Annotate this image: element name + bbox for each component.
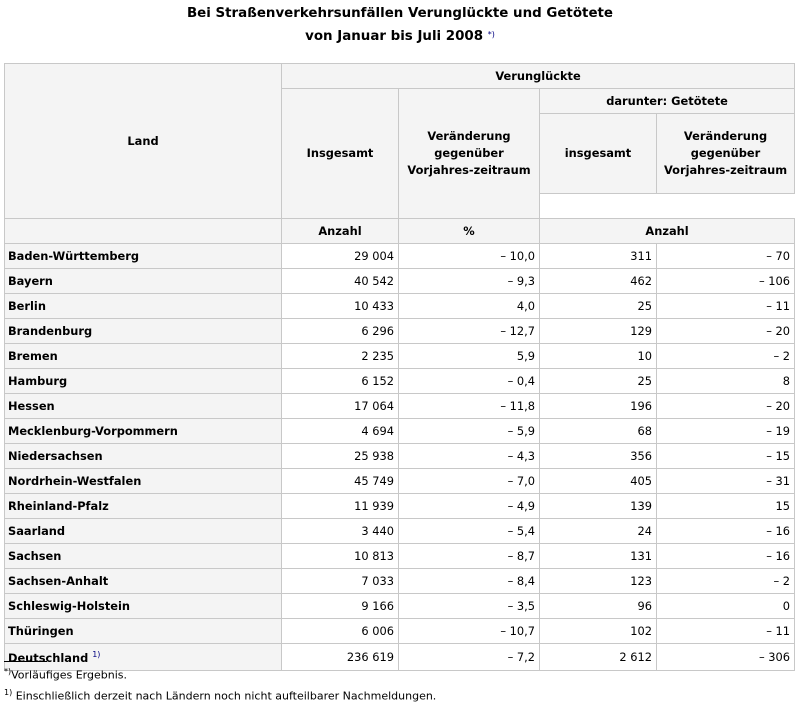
cell-insgesamt: 17 064: [282, 394, 399, 419]
cell-insgesamt: 25 938: [282, 444, 399, 469]
cell-insgesamt: 4 694: [282, 419, 399, 444]
cell-land: Brandenburg: [5, 319, 282, 344]
table-row: [5, 294, 795, 319]
cell-veraenderung: – 11,8: [399, 394, 540, 419]
table-row: [5, 244, 795, 269]
cell-land: Berlin: [5, 294, 282, 319]
cell-insgesamt: 3 440: [282, 519, 399, 544]
cell-veraenderung: – 12,7: [399, 319, 540, 344]
cell-veraenderung: 4,0: [399, 294, 540, 319]
total-cell-getoetete-veraenderung: – 306: [657, 644, 795, 671]
table-row: [5, 319, 795, 344]
cell-land: Nordrhein-Westfalen: [5, 469, 282, 494]
table-row: [5, 544, 795, 569]
table-row: [5, 269, 795, 294]
cell-land: Schleswig-Holstein: [5, 594, 282, 619]
cell-getoetete: 68: [540, 419, 657, 444]
footnote-2: [4, 688, 436, 703]
cell-getoetete: 96: [540, 594, 657, 619]
cell-land: Mecklenburg-Vorpommern: [5, 419, 282, 444]
cell-getoetete: 25: [540, 369, 657, 394]
header-insgesamt: Insgesamt: [282, 89, 399, 219]
cell-insgesamt: 2 235: [282, 344, 399, 369]
cell-getoetete: 129: [540, 319, 657, 344]
cell-land: Hamburg: [5, 369, 282, 394]
cell-getoetete: 10: [540, 344, 657, 369]
cell-veraenderung: – 8,7: [399, 544, 540, 569]
cell-getoetete: 25: [540, 294, 657, 319]
cell-veraenderung: – 10,7: [399, 619, 540, 644]
cell-veraenderung: – 10,0: [399, 244, 540, 269]
title-line-1: Bei Straßenverkehrsunfällen Verunglückte und Getötete: [186, 6, 614, 21]
cell-getoetete-veraenderung: – 11: [657, 619, 795, 644]
cell-getoetete: 311: [540, 244, 657, 269]
cell-getoetete-veraenderung: 8: [657, 369, 795, 394]
cell-insgesamt: 10 813: [282, 544, 399, 569]
cell-insgesamt: 7 033: [282, 569, 399, 594]
table-row: [5, 344, 795, 369]
cell-insgesamt: 45 749: [282, 469, 399, 494]
cell-getoetete-veraenderung: 0: [657, 594, 795, 619]
cell-land: Niedersachsen: [5, 444, 282, 469]
header-land: Land: [5, 64, 282, 219]
cell-getoetete-veraenderung: – 20: [657, 394, 795, 419]
footnote-1-marker: *): [4, 667, 12, 676]
cell-getoetete-veraenderung: – 2: [657, 569, 795, 594]
unit-empty: [5, 219, 282, 244]
cell-veraenderung: – 5,4: [399, 519, 540, 544]
cell-veraenderung: – 7,0: [399, 469, 540, 494]
total-cell-insgesamt: 236 619: [282, 644, 399, 671]
cell-veraenderung: – 9,3: [399, 269, 540, 294]
cell-insgesamt: 11 939: [282, 494, 399, 519]
cell-land: Saarland: [5, 519, 282, 544]
cell-getoetete: 131: [540, 544, 657, 569]
unit-anzahl-getoetete: Anzahl: [540, 219, 795, 244]
table-row: [5, 419, 795, 444]
cell-insgesamt: 29 004: [282, 244, 399, 269]
header-getoetete-insgesamt: insgesamt: [540, 114, 657, 194]
cell-insgesamt: 10 433: [282, 294, 399, 319]
cell-insgesamt: 6 006: [282, 619, 399, 644]
unit-anzahl: Anzahl: [282, 219, 399, 244]
cell-land: Hessen: [5, 394, 282, 419]
cell-getoetete-veraenderung: – 15: [657, 444, 795, 469]
table-row: [5, 519, 795, 544]
page-title: [0, 2, 800, 48]
cell-getoetete-veraenderung: – 2: [657, 344, 795, 369]
cell-land: Rheinland-Pfalz: [5, 494, 282, 519]
cell-getoetete: 102: [540, 619, 657, 644]
cell-getoetete-veraenderung: – 16: [657, 544, 795, 569]
cell-getoetete: 196: [540, 394, 657, 419]
table-body: [5, 244, 795, 671]
cell-land: Baden-Württemberg: [5, 244, 282, 269]
title-line-2-text: von Januar bis Juli 2008: [305, 29, 484, 44]
cell-land: Sachsen-Anhalt: [5, 569, 282, 594]
cell-getoetete-veraenderung: – 16: [657, 519, 795, 544]
cell-getoetete: 356: [540, 444, 657, 469]
cell-getoetete-veraenderung: – 19: [657, 419, 795, 444]
cell-veraenderung: – 4,3: [399, 444, 540, 469]
cell-veraenderung: – 0,4: [399, 369, 540, 394]
cell-land: Bayern: [5, 269, 282, 294]
table-row: [5, 469, 795, 494]
cell-getoetete: 405: [540, 469, 657, 494]
table-row: [5, 594, 795, 619]
cell-getoetete: 123: [540, 569, 657, 594]
cell-getoetete-veraenderung: – 106: [657, 269, 795, 294]
cell-land: Thüringen: [5, 619, 282, 644]
table-row: [5, 369, 795, 394]
title-line-2: [0, 25, 800, 48]
header-darunter-getoetete: darunter: Getötete: [540, 89, 795, 114]
footnote-1-text: Vorläufiges Ergebnis.: [11, 668, 127, 682]
cell-insgesamt: 6 152: [282, 369, 399, 394]
footnote-2-marker: 1): [4, 688, 13, 697]
header-getoetete-veraenderung: Veränderung gegenüber Vorjahres-zeitraum: [657, 114, 795, 194]
title-footnote-marker[interactable]: *): [487, 30, 495, 39]
total-land-name: Deutschland: [8, 650, 89, 665]
cell-getoetete-veraenderung: – 11: [657, 294, 795, 319]
cell-insgesamt: 9 166: [282, 594, 399, 619]
footnote-2-text: Einschließlich derzeit nach Ländern noch nicht aufteilbarer Nachmeldungen.: [15, 689, 437, 703]
cell-getoetete-veraenderung: – 20: [657, 319, 795, 344]
header-veraenderung: Veränderung gegenüber Vorjahres-zeitraum: [399, 89, 540, 219]
cell-getoetete-veraenderung: 15: [657, 494, 795, 519]
table-row: [5, 494, 795, 519]
cell-veraenderung: – 4,9: [399, 494, 540, 519]
total-cell-getoetete: 2 612: [540, 644, 657, 671]
cell-insgesamt: 6 296: [282, 319, 399, 344]
cell-land: Bremen: [5, 344, 282, 369]
statistics-table: [4, 63, 795, 671]
cell-getoetete: 462: [540, 269, 657, 294]
cell-land: Sachsen: [5, 544, 282, 569]
cell-veraenderung: – 3,5: [399, 594, 540, 619]
header-verunglueckte: Verunglückte: [282, 64, 795, 89]
footnote-divider: [4, 661, 47, 662]
cell-getoetete-veraenderung: – 31: [657, 469, 795, 494]
cell-getoetete: 139: [540, 494, 657, 519]
table-row: [5, 569, 795, 594]
footnote-1: [4, 667, 127, 682]
cell-veraenderung: 5,9: [399, 344, 540, 369]
cell-veraenderung: – 5,9: [399, 419, 540, 444]
cell-veraenderung: – 8,4: [399, 569, 540, 594]
total-footnote-marker[interactable]: 1): [92, 649, 101, 659]
table-row: [5, 619, 795, 644]
cell-getoetete-veraenderung: – 70: [657, 244, 795, 269]
table-row: [5, 444, 795, 469]
total-cell-veraenderung: – 7,2: [399, 644, 540, 671]
table-row: [5, 394, 795, 419]
unit-percent: %: [399, 219, 540, 244]
cell-insgesamt: 40 542: [282, 269, 399, 294]
cell-getoetete: 24: [540, 519, 657, 544]
